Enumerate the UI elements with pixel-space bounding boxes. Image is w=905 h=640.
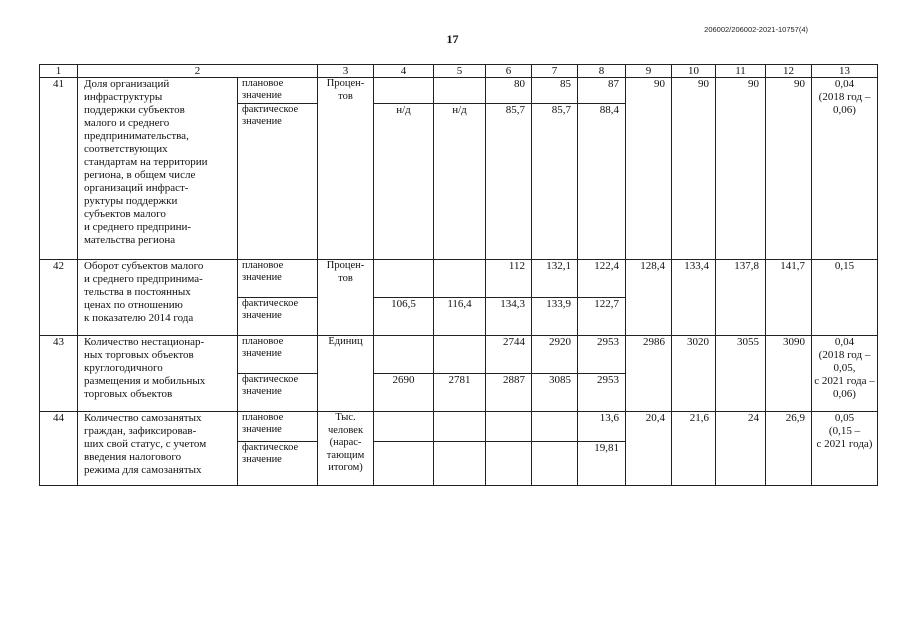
planned-value-cell [374, 336, 434, 374]
col-number-cell: 7 [532, 65, 578, 78]
weight-note-line: 0,15 [834, 260, 855, 272]
actual-value-label: фактическое значение [238, 442, 318, 486]
indicator-name-line: тельства в постоянных [84, 286, 191, 298]
unit-of-measure [318, 336, 374, 412]
weight-note [812, 336, 878, 412]
planned-value-cell [486, 412, 532, 442]
col-number-cell: 13 [812, 65, 878, 78]
column-number-row [40, 65, 878, 78]
table-body [40, 65, 878, 486]
indicator-name [78, 260, 238, 336]
weight-note-line: (0,15 – [828, 425, 861, 437]
indicator-name [78, 78, 238, 260]
col-number-cell: 5 [434, 65, 486, 78]
actual-value-cell: 122,7 [578, 298, 626, 336]
planned-value-cell: 26,9 [766, 412, 812, 486]
planned-value-cell: 20,4 [626, 412, 672, 486]
col-number-cell: 3 [318, 65, 374, 78]
planned-value-cell: 3055 [716, 336, 766, 412]
unit-line: итогом) [328, 462, 363, 473]
planned-value-cell: 90 [716, 78, 766, 260]
indicator-name-line: граждан, зафиксировав- [84, 425, 197, 437]
planned-value-cell: 85 [532, 78, 578, 104]
indicator-name-line: ценах по отношению [84, 299, 183, 311]
actual-value-cell: 85,7 [486, 104, 532, 260]
unit-line: (нарас- [329, 437, 362, 448]
planned-value-cell: 87 [578, 78, 626, 104]
indicator-name-line: субъектов малого [84, 208, 166, 220]
indicator-name-line: мательства региона [84, 234, 176, 246]
col-number-cell: 2 [78, 65, 318, 78]
planned-value-cell: 132,1 [532, 260, 578, 298]
weight-note-line: 0,06) [833, 388, 856, 400]
col-number-cell: 6 [486, 65, 532, 78]
weight-note [812, 412, 878, 486]
weight-note-line: 0,05, [833, 362, 856, 374]
indicator-name-line: и среднего предпринима- [84, 273, 203, 285]
actual-value-cell [486, 442, 532, 486]
planned-value-cell: 122,4 [578, 260, 626, 298]
planned-value-label: плановое значение [238, 78, 318, 104]
planned-value-cell: 2953 [578, 336, 626, 374]
weight-note-line: 0,06) [833, 104, 856, 116]
weight-note-line: 0,04 [834, 78, 855, 90]
row-number: 44 [40, 412, 78, 486]
weight-note [812, 78, 878, 260]
actual-value-cell: 3085 [532, 374, 578, 412]
document-id: 206002/206002-2021-10757(4) [704, 25, 808, 34]
actual-value-cell: 2690 [374, 374, 434, 412]
unit-line: Процен- [326, 260, 365, 271]
planned-value-label: плановое значение [238, 336, 318, 374]
unit-line: человек [327, 424, 364, 436]
indicator-name-line: ных торговых объектов [84, 349, 194, 361]
indicator-name-line: Количество самозанятых [84, 412, 202, 424]
planned-value-cell: 90 [626, 78, 672, 260]
planned-value-cell: 3090 [766, 336, 812, 412]
indicator-row-planned [40, 336, 878, 374]
indicator-name-line: соответствующих [84, 143, 168, 155]
actual-value-cell: 134,3 [486, 298, 532, 336]
indicator-name-line: и среднего предприни- [84, 221, 192, 233]
indicator-name-line: размещения и мобильных [84, 375, 206, 387]
unit-line: тающим [326, 449, 365, 461]
indicator-name-line: Оборот субъектов малого [84, 260, 204, 272]
actual-value-cell: 2781 [434, 374, 486, 412]
planned-value-cell: 21,6 [672, 412, 716, 486]
indicator-name-line: введения налогового [84, 451, 182, 463]
col-number-cell: 12 [766, 65, 812, 78]
indicator-name [78, 412, 238, 486]
indicator-row-planned [40, 78, 878, 104]
actual-value-cell: 2887 [486, 374, 532, 412]
weight-note [812, 260, 878, 336]
indicator-name-line: режима для самозанятых [84, 464, 202, 476]
unit-line: тов [338, 90, 353, 102]
planned-value-cell: 90 [766, 78, 812, 260]
row-number: 43 [40, 336, 78, 412]
col-number-cell: 11 [716, 65, 766, 78]
indicator-name-line: руктуры поддержки [84, 195, 178, 207]
weight-note-line: 0,05 [834, 412, 855, 424]
planned-value-cell [434, 260, 486, 298]
unit-of-measure [318, 412, 374, 486]
indicator-name-line: предпринимательства, [84, 130, 189, 142]
indicator-name-line: Количество нестационар- [84, 336, 205, 348]
actual-value-label: фактическое значение [238, 374, 318, 412]
planned-value-label: плановое значение [238, 412, 318, 442]
planned-value-cell: 13,6 [578, 412, 626, 442]
actual-value-cell: н/д [374, 104, 434, 260]
indicator-name-line: ших свой статус, с учетом [84, 438, 207, 450]
row-number: 41 [40, 78, 78, 260]
indicator-name-line: малого и среднего [84, 117, 170, 129]
planned-value-cell: 141,7 [766, 260, 812, 336]
actual-value-cell: 85,7 [532, 104, 578, 260]
col-number-cell: 9 [626, 65, 672, 78]
planned-value-cell: 24 [716, 412, 766, 486]
weight-note-line: (2018 год – [818, 91, 871, 103]
planned-value-label: плановое значение [238, 260, 318, 298]
unit-line: Процен- [326, 78, 365, 89]
indicator-name [78, 336, 238, 412]
indicator-name-line: организаций инфраст- [84, 182, 189, 194]
weight-note-line: (2018 год – [818, 349, 871, 361]
planned-value-cell: 2986 [626, 336, 672, 412]
indicator-name-line: Доля организаций [84, 78, 170, 90]
planned-value-cell [532, 412, 578, 442]
planned-value-cell: 90 [672, 78, 716, 260]
planned-value-cell: 3020 [672, 336, 716, 412]
indicators-table [39, 64, 878, 486]
weight-note-line: 0,04 [834, 336, 855, 348]
planned-value-cell [434, 336, 486, 374]
actual-value-label: фактическое значение [238, 104, 318, 260]
col-number-cell: 8 [578, 65, 626, 78]
planned-value-cell: 128,4 [626, 260, 672, 336]
planned-value-cell [374, 260, 434, 298]
weight-note-line: с 2021 года – [814, 375, 875, 387]
unit-of-measure [318, 260, 374, 336]
unit-line: тов [338, 272, 353, 284]
planned-value-cell: 112 [486, 260, 532, 298]
weight-note-line: с 2021 года) [816, 438, 873, 450]
planned-value-cell: 2744 [486, 336, 532, 374]
actual-value-cell: 133,9 [532, 298, 578, 336]
col-number-cell: 10 [672, 65, 716, 78]
indicator-name-line: поддержки субъектов [84, 104, 185, 116]
planned-value-cell [434, 412, 486, 442]
actual-value-cell: 19,81 [578, 442, 626, 486]
planned-value-cell: 133,4 [672, 260, 716, 336]
actual-value-cell [532, 442, 578, 486]
row-number: 42 [40, 260, 78, 336]
indicator-row-planned [40, 412, 878, 442]
planned-value-cell: 137,8 [716, 260, 766, 336]
actual-value-cell [434, 442, 486, 486]
indicator-name-line: стандартам на территории [84, 156, 208, 168]
page-number: 17 [446, 32, 459, 46]
actual-value-cell: 106,5 [374, 298, 434, 336]
actual-value-cell [374, 442, 434, 486]
planned-value-cell [374, 412, 434, 442]
planned-value-cell: 80 [486, 78, 532, 104]
indicator-row-planned [40, 260, 878, 298]
planned-value-cell: 2920 [532, 336, 578, 374]
indicator-name-line: инфраструктуры [84, 91, 163, 103]
unit-of-measure [318, 78, 374, 260]
actual-value-cell: 88,4 [578, 104, 626, 260]
indicator-name-line: к показателю 2014 года [84, 312, 194, 324]
actual-value-label: фактическое значение [238, 298, 318, 336]
indicator-name-line: региона, в общем числе [84, 169, 196, 181]
planned-value-cell [434, 78, 486, 104]
planned-value-cell [374, 78, 434, 104]
actual-value-cell: н/д [434, 104, 486, 260]
indicator-name-line: торговых объектов [84, 388, 173, 400]
actual-value-cell: 116,4 [434, 298, 486, 336]
col-number-cell: 4 [374, 65, 434, 78]
actual-value-cell: 2953 [578, 374, 626, 412]
col-number-cell: 1 [40, 65, 78, 78]
unit-line: Единиц [328, 336, 363, 347]
unit-line: Тыс. [335, 412, 356, 423]
indicator-name-line: круглогодичного [84, 362, 163, 374]
